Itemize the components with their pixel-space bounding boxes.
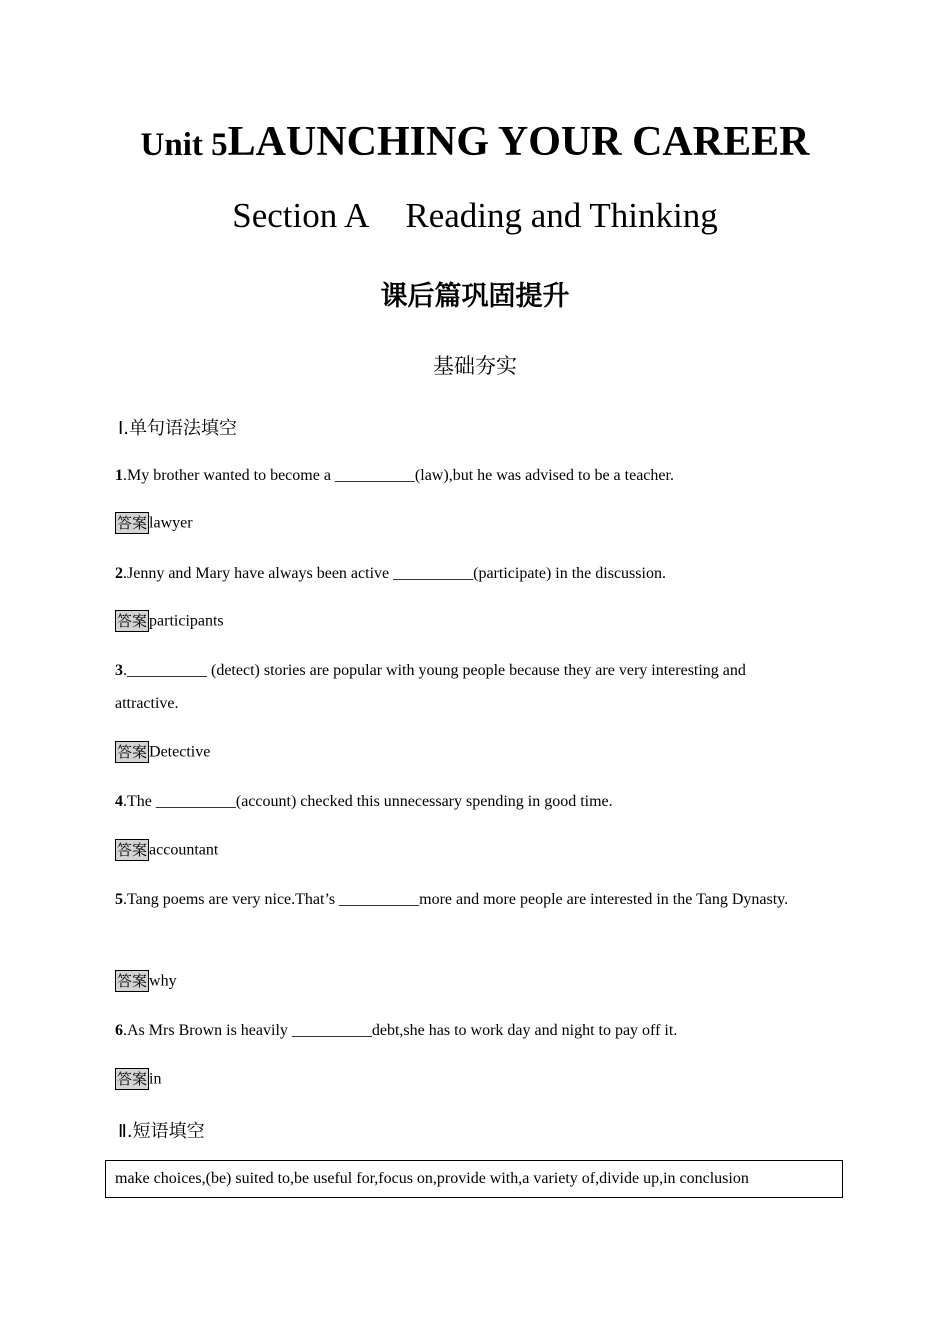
unit-name: LAUNCHING YOUR CAREER xyxy=(227,119,810,165)
answer-text: lawyer xyxy=(149,514,193,532)
question-text: .__________ (detect) stories are popular with young people because they are very interesting and attractive. xyxy=(115,662,746,712)
section-topic: Reading and Thinking xyxy=(405,196,718,235)
phrase-bank-box: make choices,(be) suited to,be useful for,focus on,provide with,a variety of,divide up,in conclusion xyxy=(105,1160,843,1198)
question-4 xyxy=(115,785,795,818)
question-3 xyxy=(115,654,795,720)
question-text: .Tang poems are very nice.That’s __________more and more people are interested in the Tang Dynasty. xyxy=(123,891,789,908)
answer-3 xyxy=(115,741,210,763)
answer-tag: 答案 xyxy=(117,972,148,991)
answer-text: why xyxy=(149,972,177,990)
question-number: 5 xyxy=(115,891,123,908)
unit-number: Unit 5 xyxy=(140,127,228,163)
question-text: .The __________(account) checked this unnecessary spending in good time. xyxy=(123,793,613,810)
question-number: 3 xyxy=(115,662,123,679)
question-number: 1 xyxy=(115,467,123,484)
answer-text: in xyxy=(149,1070,162,1088)
question-text: .My brother wanted to become a __________(law),but he was advised to be a teacher. xyxy=(123,467,674,484)
answer-5 xyxy=(115,970,177,992)
answer-tag: 答案 xyxy=(117,612,148,631)
part2-heading: Ⅱ.短语填空 xyxy=(118,1121,205,1142)
section-subtitle xyxy=(0,196,950,236)
question-number: 2 xyxy=(115,565,123,582)
question-5 xyxy=(115,883,795,916)
question-2 xyxy=(115,557,795,590)
answer-tag: 答案 xyxy=(117,514,148,533)
question-number: 6 xyxy=(115,1022,123,1039)
part1-heading: Ⅰ.单句语法填空 xyxy=(118,418,238,439)
answer-text: participants xyxy=(149,612,224,630)
answer-tag: 答案 xyxy=(117,1070,148,1089)
answer-tag: 答案 xyxy=(117,841,148,860)
answer-4 xyxy=(115,839,218,861)
answer-2 xyxy=(115,610,224,632)
question-number: 4 xyxy=(115,793,123,810)
section-label: Section A xyxy=(232,196,370,235)
page-subheading: 基础夯实 xyxy=(433,354,517,378)
answer-text: Detective xyxy=(149,743,211,761)
unit-title xyxy=(0,118,950,166)
question-text: .Jenny and Mary have always been active __________(participate) in the discussion. xyxy=(123,565,666,582)
question-6 xyxy=(115,1014,795,1047)
page-heading: 课后篇巩固提升 xyxy=(380,281,570,312)
question-text: .As Mrs Brown is heavily __________debt,she has to work day and night to pay off it. xyxy=(123,1022,678,1039)
answer-tag: 答案 xyxy=(117,743,148,762)
question-1 xyxy=(115,459,795,492)
answer-1 xyxy=(115,512,193,534)
answer-text: accountant xyxy=(149,841,219,859)
answer-6 xyxy=(115,1068,161,1090)
